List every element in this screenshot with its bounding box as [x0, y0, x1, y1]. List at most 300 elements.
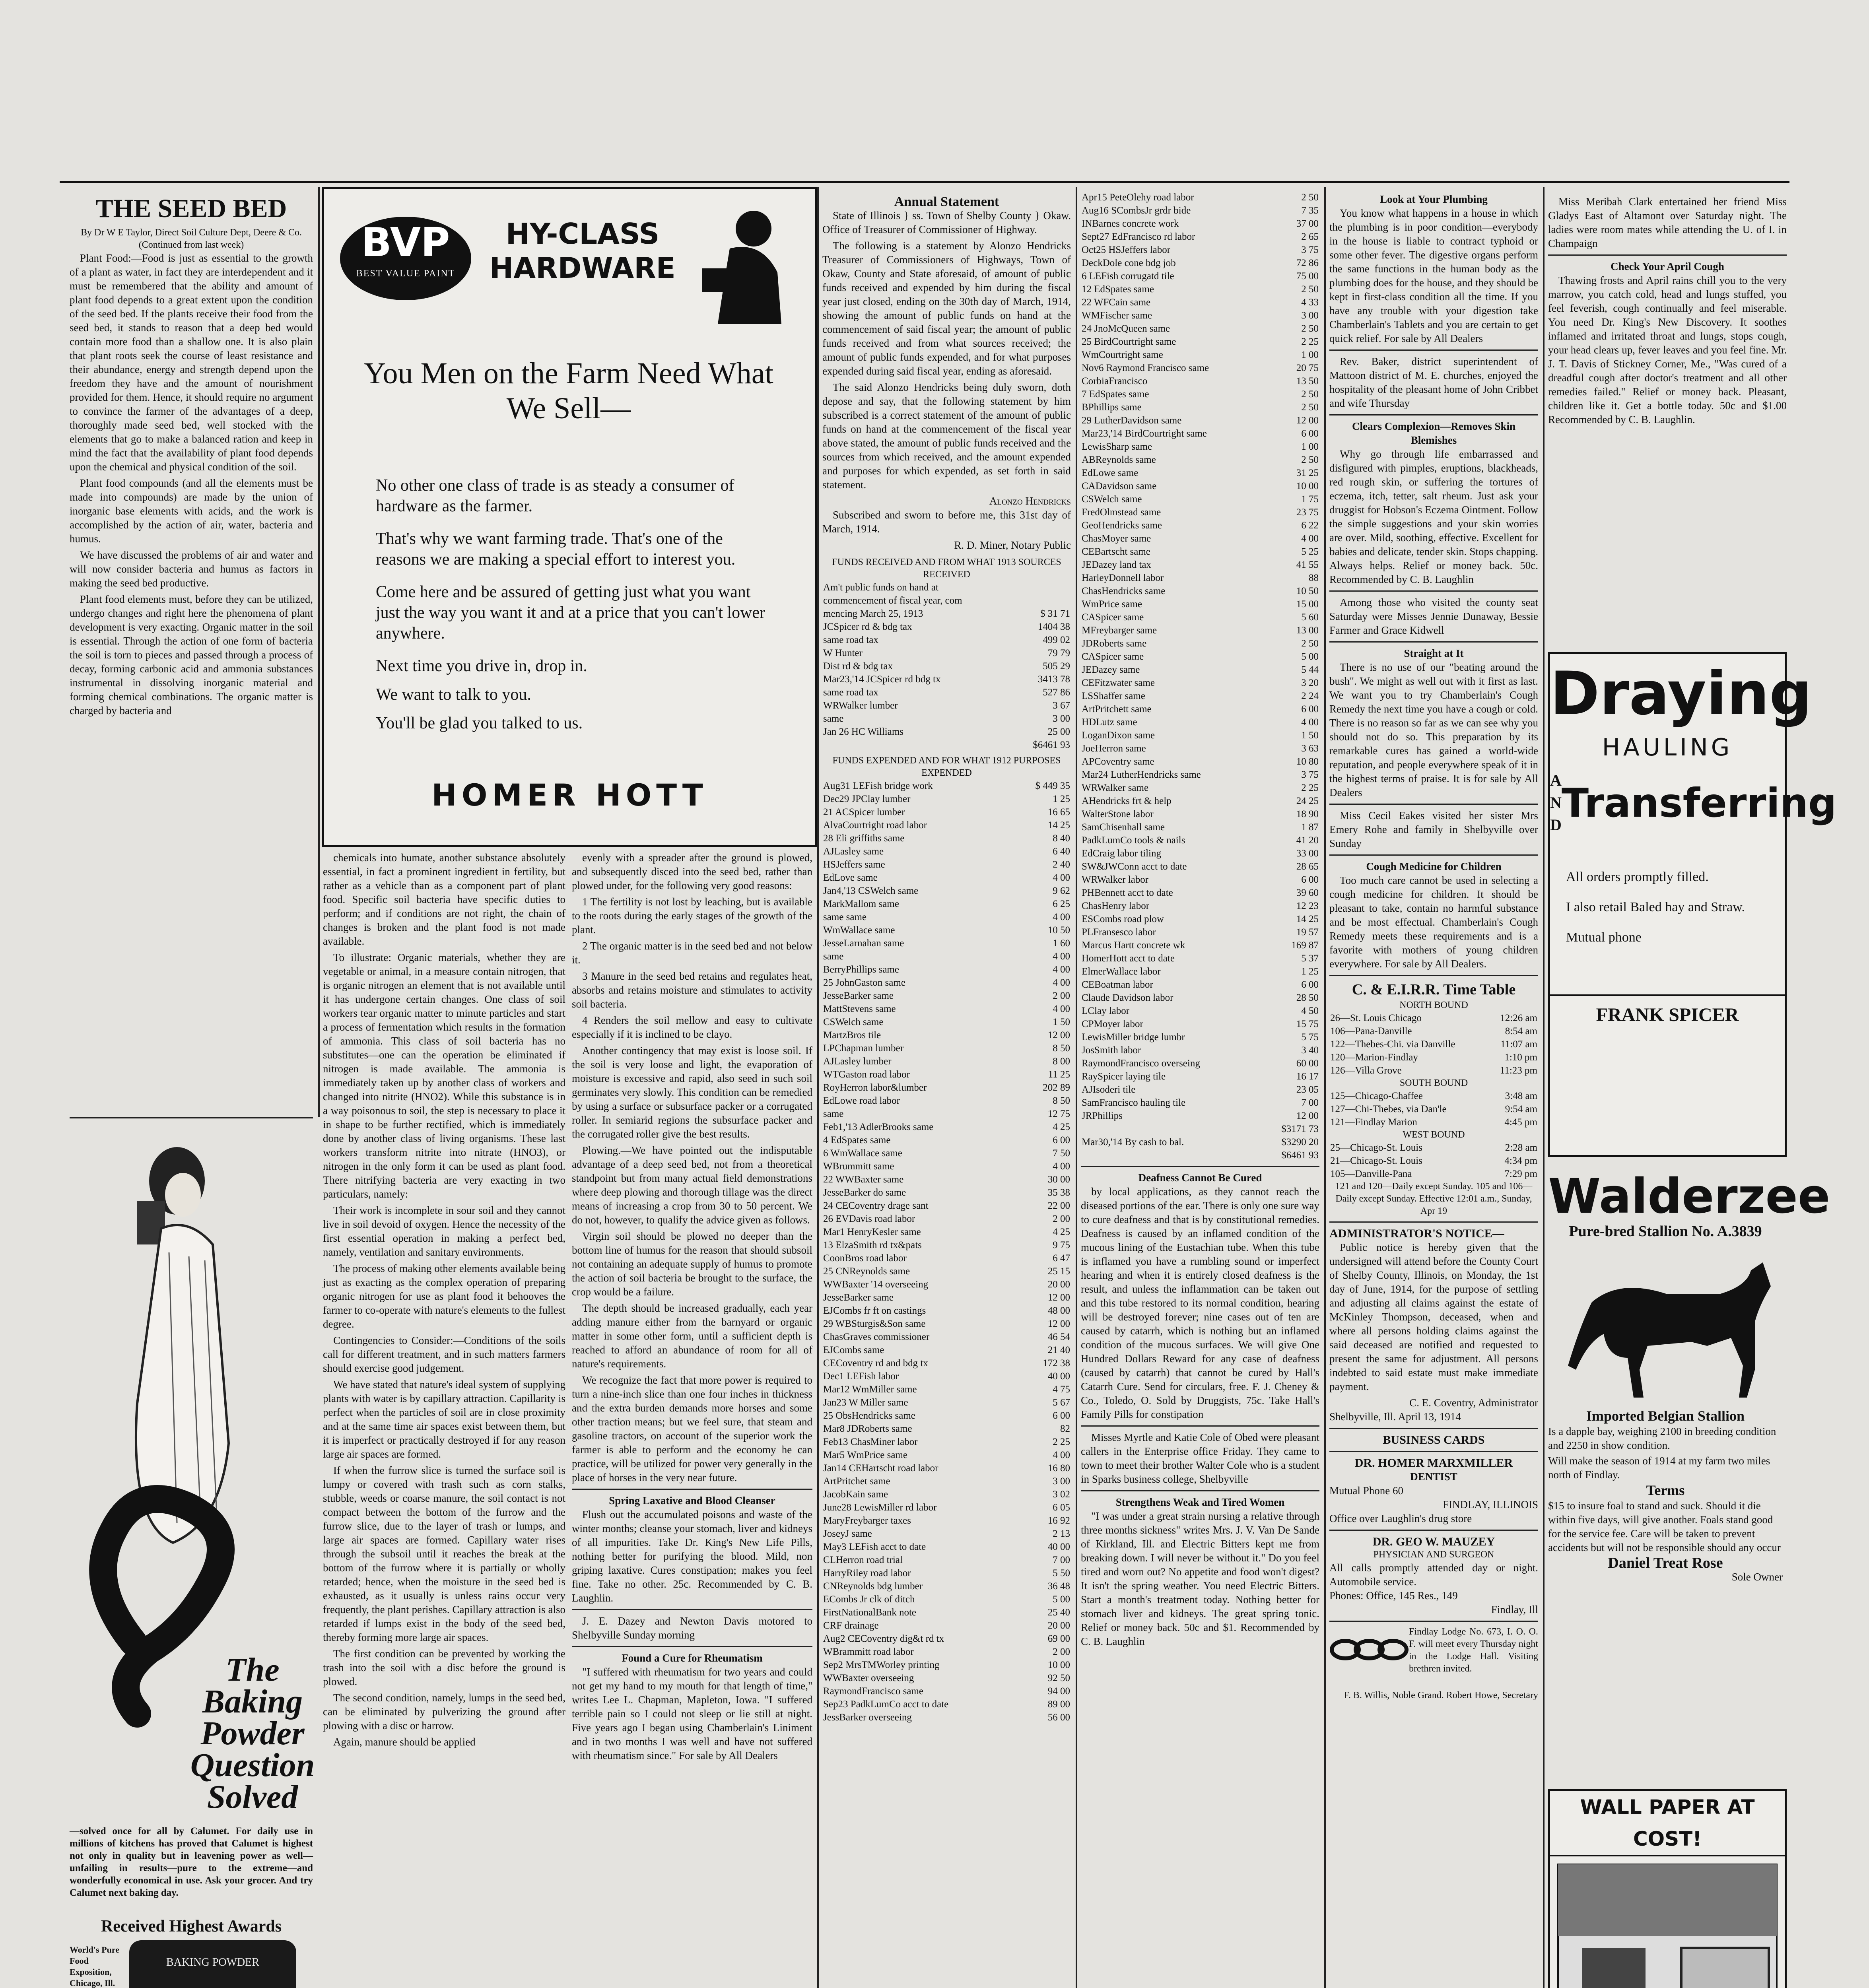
table-cell-value: 3 75: [1301, 245, 1319, 255]
table-cell-label: CNReynolds bdg lumber: [823, 1581, 923, 1592]
table-row: [822, 1120, 1071, 1134]
table-row: [1081, 335, 1319, 348]
table-cell-value: 172 38: [1043, 1358, 1070, 1369]
table-cell-label: RaymondFrancisco overseing: [1082, 1058, 1200, 1069]
table-cell-label: LPChapman lumber: [823, 1043, 904, 1054]
article-title: THE SEED BED: [95, 194, 287, 223]
table-cell-value: 5 25: [1301, 546, 1319, 557]
divider: [70, 1117, 313, 1118]
statement-title: Annual Statement: [894, 194, 999, 209]
table-cell-value: 20 75: [1296, 363, 1319, 373]
table-cell-value: 3 00: [1053, 713, 1070, 724]
table-cell-label: JDRoberts same: [1082, 638, 1147, 649]
news-column-6: [1329, 187, 1538, 1988]
paragraph: Contingencies to Consider:—Conditions of the soils call for different treatment, and in such matters farmers should exercise good judgement.: [323, 1334, 565, 1374]
paragraph: 1 The fertility is not lost by leaching, but is available to the roots during the early stages of the growth of the plant.: [572, 896, 812, 936]
ad-paragraph: You'll be glad you talked to us.: [376, 714, 583, 732]
headline: Cough Medicine for Children: [1366, 860, 1502, 872]
table-cell-label: 4 EdSpates same: [823, 1135, 891, 1145]
column-rule: [1076, 187, 1077, 1988]
table-row: [1081, 296, 1319, 309]
table-cell-label: Aug2 CECoventry dig&t rd tx: [823, 1633, 944, 1644]
table-cell-label: 6 LEFish corrugatd tile: [1082, 271, 1174, 282]
table-cell-value: 8:54 am: [1505, 1026, 1537, 1037]
table-cell-value: 40 00: [1047, 1371, 1070, 1382]
table-cell-value: 4:45 pm: [1504, 1117, 1537, 1128]
headline: Clears Complexion—Removes Skin Blemishes: [1352, 420, 1515, 446]
table-cell-label: ChasGraves commissioner: [823, 1332, 930, 1342]
table-cell-value: 2 13: [1053, 1528, 1070, 1539]
paragraph: $15 to insure foal to stand and suck. Should it die within five days, will give another. Foals stand good for the service fee. Care will be taken to prevent accidents but will not be responsible should any occur: [1548, 1500, 1781, 1553]
table-row: [822, 779, 1071, 792]
table-cell-value: 1 25: [1301, 966, 1319, 977]
table-cell-value: 2 50: [1301, 638, 1319, 649]
paragraph: The first condition can be prevented by working the trash into the soil with a disc before the ground is plowed.: [323, 1648, 565, 1687]
headline: Spring Laxative and Blood Cleanser: [609, 1495, 775, 1507]
table-cell-value: 41 20: [1296, 835, 1319, 846]
table-cell-label: JessBarker overseeing: [823, 1712, 912, 1723]
table-cell-label: WRWalker same: [1082, 782, 1149, 793]
table-row: [1081, 689, 1319, 703]
table-row: [1081, 886, 1319, 899]
table-cell-value: 1 87: [1301, 822, 1319, 833]
table-cell-label: 24 JnoMcQueen same: [1082, 323, 1170, 334]
table-cell-label: MarkMallom same: [823, 899, 899, 909]
headline: Deafness Cannot Be Cured: [1138, 1172, 1262, 1184]
paragraph: "I suffered with rheumatism for two years and could not get my hand to my mouth for that length of time," writes Lee L. Chapman, Mapleton, Iowa. "I suffered terrible pain so I could not sleep or lie still at night. Five years ago I began using Chamberlain's Liniment and in two months I was well and have not suffered with rheumatism since." For sale by All Dealers: [572, 1666, 812, 1761]
paragraph: Virgin soil should be plowed no deeper than the bottom line of humus for the reason that should subsoil not containing an adequate supply of humus to promote the action of soil bacteria be brought to the surface, the crop would be a failure.: [572, 1230, 812, 1298]
column-rule: [1324, 187, 1326, 1988]
table-cell-value: 2 00: [1053, 1213, 1070, 1224]
table-cell-label: W Hunter: [823, 648, 863, 658]
paragraph: 3 Manure in the seed bed retains and regulates heat, absorbs and retains moisture and stimulates to activity soil bacteria.: [572, 970, 812, 1010]
divider: [572, 1489, 812, 1490]
table-row: [822, 1160, 1071, 1173]
table-cell-label: CoonBros road labor: [823, 1253, 907, 1264]
paragraph: The process of making other elements available being just as exacting as the complex operation of preparing organic nitrogen for use as plant food it behooves the farmer to co-operate with nature's elements to the fullest degree.: [323, 1262, 565, 1330]
table-row: [822, 1383, 1071, 1396]
table-cell-label: CASpicer same: [1082, 612, 1144, 623]
table-cell-value: 15 75: [1296, 1019, 1319, 1029]
table-cell-label: 29 LutherDavidson same: [1082, 415, 1182, 426]
table-row: [822, 646, 1071, 660]
table-cell-value: 9 62: [1053, 885, 1070, 896]
paragraph: Why go through life embarrassed and disfigured with pimples, eruptions, blackheads, red rough skin, or suffering the tortures of eczema, itch, tetter, salt rheum. Just ask your druggist for Hobson's Eczema Ointment. Follow the simple suggestions and your skin worries are over. Mild, soothing, effective. Excellent for babies and delicate, tender skin. Stops chapping. Always helps. Relief or money back. 50c. Recommended by C. B. Laughlin: [1329, 448, 1538, 585]
hardware-ad: [322, 187, 817, 847]
owner-sub: Sole Owner: [1731, 1571, 1783, 1583]
calumet-can: [129, 1940, 296, 1988]
table-cell-label: Mar30,'14 By cash to bal.: [1082, 1137, 1184, 1147]
card-name: DR. HOMER MARXMILLER: [1354, 1456, 1513, 1470]
table-cell-value: 13 50: [1296, 376, 1319, 386]
table-cell-label: SamFrancisco hauling tile: [1082, 1097, 1186, 1108]
table-cell-value: 12 00: [1296, 1110, 1319, 1121]
ad-signature: HOMER HOTT: [431, 777, 708, 813]
table-cell-label: Oct25 HSJeffers labor: [1082, 245, 1171, 255]
table-cell-value: 23 75: [1296, 507, 1319, 518]
table-cell-label: May3 LEFish acct to date: [823, 1541, 926, 1552]
table-row: [822, 806, 1071, 819]
table-cell-label: PadkLumCo tools & nails: [1082, 835, 1185, 846]
table-cell-label: LewisMiller bridge lumbr: [1082, 1032, 1185, 1043]
timetable-row: [1329, 1089, 1538, 1103]
table-cell-label: PHBennett acct to date: [1082, 887, 1173, 898]
paragraph: 2 The organic matter is in the seed bed and not below it.: [572, 940, 812, 966]
table-cell-label: Aug31 LEFish bridge work: [823, 780, 933, 791]
table-cell-label: WRWalker labor: [1082, 874, 1149, 885]
table-row: [1081, 375, 1319, 388]
table-cell-label: 127—Chi-Thebes, via Dan'le: [1330, 1104, 1447, 1114]
table-row: [822, 633, 1071, 646]
received-heading: FUNDS RECEIVED AND FROM WHAT 1913 SOURCES RECEIVED: [832, 557, 1061, 580]
table-row: [822, 1134, 1071, 1147]
table-row: [822, 1068, 1071, 1081]
table-cell-value: 5 67: [1053, 1397, 1070, 1408]
table-row: [822, 1042, 1071, 1055]
cards-title: BUSINESS CARDS: [1383, 1433, 1485, 1446]
table-row: [822, 1370, 1071, 1383]
baking-headline: [189, 1651, 316, 1815]
paragraph: Their work is incomplete in sour soil and they cannot live in soil devoid of oxygen. Hence the necessity of the first essential operation in making a perfect bed, namely, ventilation and sanitary environments.: [323, 1204, 565, 1258]
hardware-title: HY-CLASS HARDWARE: [490, 217, 676, 285]
table-cell-value: 12 00: [1296, 415, 1319, 426]
table-cell-label: Sep2 MrsTMWorley printing: [823, 1660, 940, 1670]
table-cell-value: 4 75: [1053, 1384, 1070, 1395]
table-cell-value: 3 67: [1053, 700, 1070, 711]
table-row: [1081, 624, 1319, 637]
table-row: [1081, 480, 1319, 493]
table-row: [1081, 204, 1319, 217]
table-row: [822, 924, 1071, 937]
table-cell-value: 3 00: [1053, 1476, 1070, 1487]
table-cell-label: WalterStone labor: [1082, 809, 1154, 819]
table-row: [822, 1081, 1071, 1094]
card-town: Findlay, Ill: [1491, 1604, 1538, 1615]
table-row: [822, 1015, 1071, 1029]
table-cell-value: 3:48 am: [1505, 1091, 1537, 1101]
table-row: [1081, 388, 1319, 401]
table-row: [822, 1304, 1071, 1317]
woman-with-can-illustration: [70, 1125, 313, 1722]
table-row: [822, 950, 1071, 963]
table-cell-label: CSWelch same: [823, 1017, 884, 1027]
table-cell-value: 3 63: [1301, 743, 1319, 754]
table-cell-value: 79 79: [1047, 648, 1070, 658]
table-cell-label: HarleyDonnell labor: [1082, 573, 1164, 583]
table-row: [822, 832, 1071, 845]
table-cell-label: JacobKain same: [823, 1489, 888, 1500]
notice-title: ADMINISTRATOR'S NOTICE—: [1329, 1227, 1504, 1240]
table-row: [1081, 401, 1319, 414]
paragraph: We have stated that nature's ideal system of supplying plants with water is by capillary attraction. Capillarity is perfect when the particles of soil are in close proximity and at the same time air spaces exist between them, but it is imperfect or practically destroyed if for any reason large air spaces are formed.: [323, 1378, 565, 1460]
table-cell-label: ElmerWallace labor: [1082, 966, 1161, 977]
table-cell-label: FirstNationalBank note: [823, 1607, 916, 1618]
timetable-row: [1329, 1011, 1538, 1025]
horse-illustration: [1548, 1239, 1783, 1406]
table-cell-label: Feb13 ChasMiner labor: [823, 1437, 918, 1447]
paragraph: Another contingency that may exist is loose soil. If the soil is very loose and light, the evaporation of moisture is excessive and rapid, also seed in such soil germinates very slowly. This condition can be remedied by using a surface or subsurface packer or a corrugated roller. In semiarid regions the subsurface packer and the corrugated roller give the best results.: [572, 1044, 812, 1140]
table-cell-label: JEDazey same: [1082, 664, 1140, 675]
table-row: [1081, 742, 1319, 755]
table-cell-value: 6 47: [1053, 1253, 1070, 1264]
table-row: [1081, 453, 1319, 466]
column-rule: [817, 187, 819, 1988]
table-cell-value: 56 00: [1047, 1712, 1070, 1723]
badge-subtext: BEST VALUE PAINT: [356, 268, 455, 279]
timetable-row: [1329, 1154, 1538, 1167]
table-row: [822, 1409, 1071, 1422]
table-cell-label: Sept27 EdFrancisco rd labor: [1082, 231, 1195, 242]
notice-signer: C. E. Coventry, Administrator: [1409, 1397, 1538, 1409]
column-rule: [1543, 187, 1545, 1988]
table-row: [1081, 952, 1319, 965]
table-row: [1081, 1031, 1319, 1044]
table-cell-label: INBarnes concrete work: [1082, 218, 1179, 229]
paragraph: "I was under a great strain nursing a relative through three months sickness" writes Mrs. J. V. Van De Sande of Kirkland, Ill. and Electric Bitters kept me from breaking down. I will never be without it." Do you feel tired and worn out? No appetite and food won't digest? It isn't the spring weather. You need Electric Bitters. Start a month's treatment today. Nothing better for stomach liver and kidneys. The great spring tonic. Relief or money back. 50c and $1. Recommended by C. B. Laughlin: [1081, 1510, 1319, 1647]
paragraph: If when the furrow slice is turned the surface soil is lumpy or covered with trash such as corn stalks, stubble, weeds or coarse manure, the soil contact is not compact between the bottom of the furrow and the furrow slice, due to the layer of trash or lumps, and large air spaces are formed. Capillary water rises through the subsoil until it reaches the break at the bottom of the furrow where it is partially or wholly retarded; hence, when the moisture in the seed bed is exhausted, as it usually is unless rains occur very frequently, the plant perishes. Capillary attraction is also retarded if lumps exist in the body of the seed bed, thereby forming more large air spaces.: [323, 1464, 565, 1643]
table-row: [822, 1212, 1071, 1225]
table-cell-value: 75 00: [1296, 271, 1319, 282]
table-cell-value: 12 00: [1047, 1292, 1070, 1303]
table-cell-label: 125—Chicago-Chaffee: [1330, 1091, 1423, 1101]
column-rule: [318, 187, 320, 1117]
table-cell-label: GeoHendricks same: [1082, 520, 1162, 531]
table-cell-label: Jan23 W Miller same: [823, 1397, 908, 1408]
table-row: [1081, 1057, 1319, 1070]
table-cell-value: 14 25: [1296, 914, 1319, 924]
and-text: AND: [1550, 771, 1562, 834]
table-cell-value: 10 00: [1047, 1660, 1070, 1670]
table-row: [822, 1002, 1071, 1015]
table-cell-label: 28 Eli griffiths same: [823, 833, 905, 844]
draying-title: Draying: [1550, 659, 1812, 728]
table-cell-label: LoganDixon same: [1082, 730, 1155, 741]
timetable-row: [1329, 1051, 1538, 1064]
table-row: [822, 1317, 1071, 1330]
table-cell-label: MFreybarger same: [1082, 625, 1157, 636]
paragraph: evenly with a spreader after the ground is plowed, and subsequently disced into the seed bed, rather than plowed under, for the following very good reasons:: [572, 852, 812, 891]
table-cell-label: 25 BirdCourtright same: [1082, 336, 1176, 347]
table-row: [822, 858, 1071, 871]
timetable-row: [1329, 1025, 1538, 1038]
table-cell-value: $ 449 35: [1035, 780, 1070, 791]
table-cell-value: 21 40: [1047, 1345, 1070, 1355]
paragraph: Among those who visited the county seat Saturday were Misses Jennie Dunaway, Bessie Farmer and Grace Kidwell: [1329, 596, 1538, 636]
table-cell-label: ESCombs road plow: [1082, 914, 1164, 924]
timetable-north: [1329, 1011, 1538, 1077]
table-cell-label: AHendricks frt & help: [1082, 796, 1172, 806]
table-row: [1081, 256, 1319, 270]
table-cell-label: CADavidson same: [1082, 481, 1157, 491]
table-cell-label: 121—Findlay Marion: [1330, 1117, 1417, 1128]
table-row: [1081, 978, 1319, 991]
table-row: [1081, 637, 1319, 650]
timetable-row: [1329, 1116, 1538, 1129]
table-cell-label: Marcus Hartt concrete wk: [1082, 940, 1185, 951]
table-cell-value: 24 25: [1296, 796, 1319, 806]
paragraph: The second condition, namely, lumps in the seed bed, can be eliminated by pulverizing the ground after plowing with a disc or harrow.: [323, 1692, 565, 1732]
table-cell-label: CECoventry rd and bdg tx: [823, 1358, 928, 1369]
table-cell-value: 4 00: [1053, 964, 1070, 975]
table-row: [822, 989, 1071, 1002]
table-row: [1081, 821, 1319, 834]
card-text: All calls promptly attended day or night. Automobile service.: [1329, 1562, 1538, 1588]
table-cell-label: JRPhillips: [1082, 1110, 1123, 1121]
table-cell-value: 2 25: [1053, 1437, 1070, 1447]
timetable-south: [1329, 1089, 1538, 1129]
statement-body: The following is a statement by Alonzo Hendricks Treasurer of Commissioners of Highways, Town of Okaw, County and State aforesaid, of amount of public funds received and expended by him during the fiscal year just closed, ending on the 30th day of March, 1914, showing the amount of public funds on hand at the commencement of said fiscal year; the amount of public funds received and from what sources received; the amount of public funds expended, and for what purposes expended during said fiscal year, ending as aforesaid.: [822, 240, 1071, 377]
table-cell-value: 1404 38: [1037, 621, 1070, 632]
paragraph: We have discussed the problems of air and water and will now consider bacteria and humus as factors in making the seed bed productive.: [70, 549, 313, 589]
table-cell-value: 41 55: [1296, 559, 1319, 570]
three-links-icon: [1329, 1626, 1409, 1689]
table-cell-label: 25 CNReynolds same: [823, 1266, 910, 1277]
divider: [1329, 1621, 1538, 1622]
table-row: [1081, 230, 1319, 243]
table-cell-label: RaymondFrancisco same: [823, 1686, 924, 1697]
table-row: [822, 1606, 1071, 1619]
table-cell-value: 11:07 am: [1500, 1039, 1537, 1050]
table-row: [1081, 755, 1319, 768]
table-row: [822, 1685, 1071, 1698]
timetable-title: C. & E.I.R.R. Time Table: [1352, 981, 1516, 998]
divider: [572, 1646, 812, 1647]
table-cell-value: $3290 20: [1281, 1137, 1319, 1147]
table-cell-value: 28 50: [1296, 992, 1319, 1003]
belgian-title: Imported Belgian Stallion: [1586, 1408, 1745, 1424]
table-row: [822, 1291, 1071, 1304]
table-row: [822, 1199, 1071, 1212]
table-cell-value: 1 25: [1053, 794, 1070, 804]
table-cell-label: Dec29 JPClay lumber: [823, 794, 911, 804]
table-row: [822, 819, 1071, 832]
table-cell-value: 4:34 pm: [1504, 1155, 1537, 1166]
table-row: [822, 712, 1071, 725]
table-cell-label: Mar5 WmPrice same: [823, 1450, 907, 1460]
table-cell-value: 94 00: [1047, 1686, 1070, 1697]
table-cell-value: 4 00: [1301, 533, 1319, 544]
table-cell-value: 89 00: [1047, 1699, 1070, 1710]
statement-oath: The said Alonzo Hendricks being duly sworn, doth depose and say, that the following statement by him subscribed is a correct statement of the amount of public funds on hand at the commencement of the fiscal year above stated, the amount of public funds received and the sources from which received, and the amount expended and purposes for which expended, as set forth in said statement.: [822, 381, 1071, 491]
table-cell-label: 12 EdSpates same: [1082, 284, 1154, 295]
table-row: [1081, 1083, 1319, 1096]
table-cell-value: 7 00: [1301, 1097, 1319, 1108]
divider: [1329, 414, 1538, 415]
table-row: [1081, 965, 1319, 978]
table-cell-value: 2 40: [1053, 859, 1070, 870]
table-cell-label: CEBoatman labor: [1082, 979, 1153, 990]
table-cell-label: 26 EVDavis road labor: [823, 1213, 915, 1224]
table-cell-label: 25 ObsHendricks same: [823, 1410, 915, 1421]
paragraph: Too much care cannot be used in selecting a cough medicine for children. It should be pleasant to take, contain no harmful substance and be most effectual. Chamberlain's Cough Remedy meets these requirements and is a favorite with mothers of young children everywhere. For sale by All Dealers.: [1329, 874, 1538, 970]
transferring-title: Transferring: [1561, 779, 1837, 826]
paragraph: by local applications, as they cannot reach the diseased portions of the ear. There is only one sure way to cure deafness and that is by constitutional remedies. Deafness is caused by an inflamed condition of the mucous lining of the Eustachian tube. When this tube is inflamed you have a rumbling sound or imperfect hearing and when it is entirely closed deafness is the result, and unless the inflammation can be taken out and this tube restored to its normal condition, hearing will be destroyed forever; nine cases out of ten are caused by catarrh, which is nothing but an inflamed condition of the mucous surfaces. We will give One Hundred Dollars Reward for any case of deafness (caused by catarrh) that cannot be cured by Hall's Catarrh Cure. Send for circulars, free. F. J. Cheney & Co., Toledo, O. Sold by Druggists, 75c. Take Hall's Family Pills for constipation: [1081, 1186, 1319, 1420]
table-cell-value: 4 00: [1301, 717, 1319, 728]
table-cell-value: 3 02: [1053, 1489, 1070, 1500]
table-row: [1081, 532, 1319, 545]
table-cell-label: HarryRiley road labor: [823, 1568, 911, 1578]
table-cell-label: SW&JWConn acct to date: [1082, 861, 1187, 872]
table-cell-label: APCoventry same: [1082, 756, 1154, 767]
table-cell-value: 31 25: [1296, 468, 1319, 478]
divider: [1329, 1530, 1538, 1531]
table-cell-value: [1017, 581, 1071, 594]
table-cell-label: same road tax: [823, 635, 878, 645]
card-town: FINDLAY, ILLINOIS: [1442, 1499, 1538, 1510]
divider: [1329, 975, 1538, 976]
paragraph: We recognize the fact that more power is required to turn a nine-inch slice than one four inches in thickness and the extra burden demands more horses and some other traction means; but we feel sure, that steam and gasoline tractors, on account of the superior work the farmer is able to perform and the economy he can practice, will be utilized for power very generally in the place of horses in the very near future.: [572, 1374, 812, 1483]
table-cell-label: CPMoyer labor: [1082, 1019, 1143, 1029]
seed-bed-article: [70, 187, 313, 1113]
table-cell-value: 2 50: [1301, 323, 1319, 334]
table-row: [822, 1619, 1071, 1632]
divider: [1329, 590, 1538, 592]
table-cell-value: 2 25: [1301, 782, 1319, 793]
table-cell-value: 505 29: [1043, 661, 1070, 672]
article-continued: (Continued from last week): [138, 240, 244, 250]
table-row: [1081, 663, 1319, 676]
table-cell-label: Feb1,'13 AdlerBrooks same: [823, 1122, 934, 1132]
table-row: [1081, 834, 1319, 847]
headline: Look at Your Plumbing: [1380, 193, 1488, 205]
table-cell-value: 10 50: [1047, 925, 1070, 936]
table-cell-label: CorbiaFrancisco: [1082, 376, 1148, 386]
table-cell-value: 3 00: [1301, 310, 1319, 321]
table-row: [1081, 466, 1319, 480]
table-cell-value: 25 40: [1047, 1607, 1070, 1618]
table-cell-label: 122—Thebes-Chi. via Danville: [1330, 1039, 1455, 1050]
table-row: [1081, 912, 1319, 926]
table-cell-label: [822, 738, 1017, 751]
table-cell-value: 30 00: [1047, 1174, 1070, 1185]
card-phones: Phones: Office, 145 Res., 149: [1329, 1590, 1458, 1602]
table-cell-value: 5 50: [1053, 1568, 1070, 1578]
funds-received-table: [822, 581, 1071, 751]
statement-intro: State of Illinois } ss. Town of Shelby County } Okaw. Office of Treasurer of Commissioner of Highway.: [822, 210, 1071, 235]
table-row: [822, 976, 1071, 989]
ad-copy: [376, 475, 765, 742]
table-cell-label: [1081, 1149, 1264, 1162]
table-cell-label: DeckDole cone bdg job: [1082, 258, 1176, 268]
headline: Straight at It: [1404, 647, 1464, 659]
table-row: [1081, 545, 1319, 558]
room-illustration: [1550, 1856, 1785, 1988]
paragraph: Flush out the accumulated poisons and waste of the winter months; cleanse your stomach, liver and kidneys of all impurities. Take Dr. King's New Life Pills, nothing better for purifying the blood. Mild, non griping laxative. Cures constipation; makes you feel fine. Take no other. 25c. Recommended by C. B. Laughlin.: [572, 1508, 812, 1604]
lodge-officers: F. B. Willis, Noble Grand. Robert Howe, Secretary: [1344, 1690, 1538, 1701]
table-cell-label: CRF drainage: [823, 1620, 879, 1631]
table-row: [822, 1147, 1071, 1160]
table-cell-label: LewisSharp same: [1082, 441, 1152, 452]
table-cell-value: 8 50: [1053, 1043, 1070, 1054]
table-row: [822, 897, 1071, 911]
table-row: [1081, 611, 1319, 624]
table-row: [1081, 1122, 1319, 1136]
table-row: [1081, 414, 1319, 427]
table-cell-value: 11 25: [1048, 1069, 1070, 1080]
table-cell-label: EdLowe same: [1082, 468, 1138, 478]
table-row: [1081, 361, 1319, 375]
table-cell-value: 6 25: [1053, 899, 1070, 909]
table-cell-value: 6 00: [1301, 979, 1319, 990]
table-row: [1081, 217, 1319, 230]
table-cell-value: 4 00: [1053, 1450, 1070, 1460]
table-cell-value: 3 40: [1301, 1045, 1319, 1056]
paragraph: Plant food elements must, before they can be utilized, undergo changes and right here the phenomena of plant development is very exacting. Organic matter in the soil is essential. Through the action of one form of bacteria the soil is torn to pieces and passed through a process of decay, forming carbonic acid and ammonia substances instrumental in dissolving inorganic material and forming chemical combinations. The organic matter is charged by bacteria and: [70, 593, 313, 716]
dray-text: Mutual phone: [1566, 930, 1642, 945]
table-cell-value: 4 00: [1053, 872, 1070, 883]
table-cell-value: 46 54: [1047, 1332, 1070, 1342]
table-cell-label: EdLove same: [823, 872, 878, 883]
